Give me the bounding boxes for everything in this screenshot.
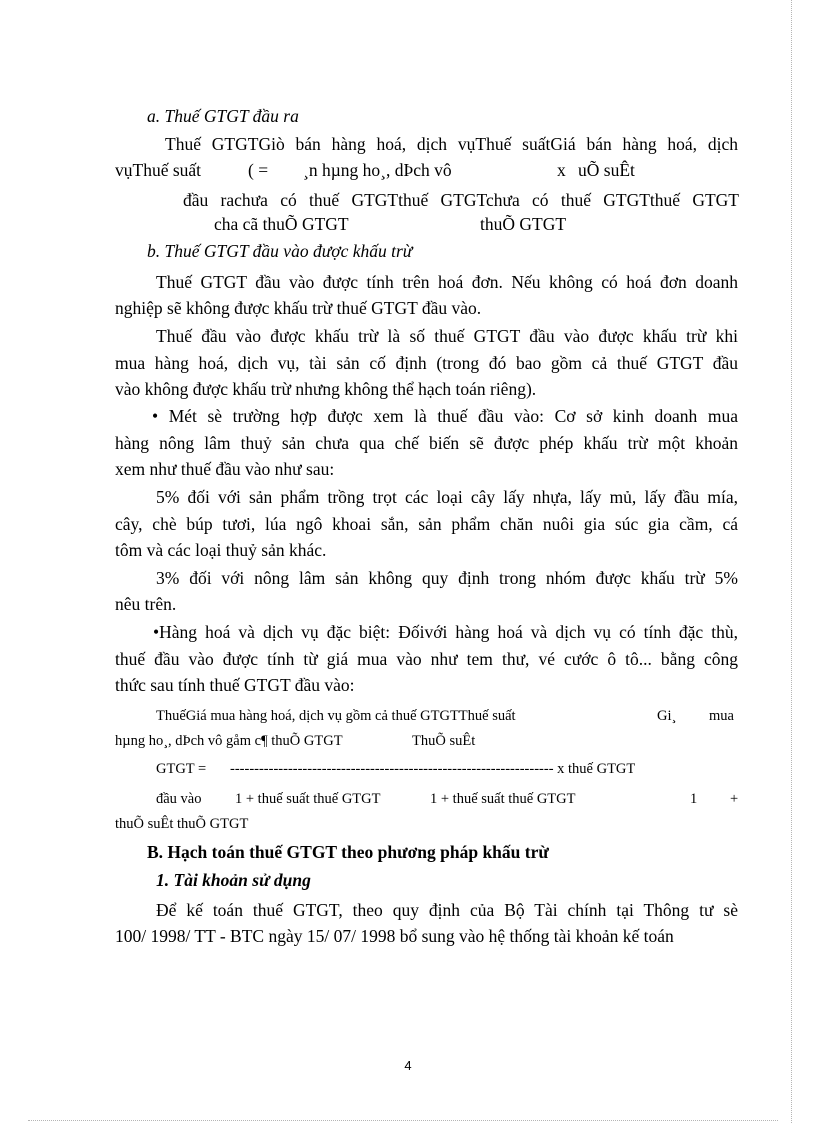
formula-fraction-bar: ------------------------------------------------------------------- x thuế GTGT xyxy=(230,761,636,777)
formula-fragment: uÕ suÊt xyxy=(578,160,635,180)
formula-multiply-sign: x xyxy=(557,160,566,180)
formula-fragment: thuÕ suÊt thuÕ GTGT xyxy=(115,816,249,832)
page-number: 4 xyxy=(404,1058,412,1073)
paragraph-line: 5% đối với sản phẩm trồng trọt các loại cây lấy nhựa, lấy mủ, lấy đầu mía, xyxy=(156,487,738,507)
paragraph-line: nghiệp sẽ không được khấu trừ thuế GTGT đầu vào. xyxy=(115,298,482,318)
paragraph-line: xem như thuế đầu vào như sau: xyxy=(115,459,335,479)
paragraph-line: Thuế GTGTGiò bán hàng hoá, dịch vụThuế suấtGiá bán hàng hoá, dịch xyxy=(165,134,738,154)
paragraph-line: vụThuế suất xyxy=(115,160,202,180)
subsection-heading: 1. Tài khoản sử dụng xyxy=(156,870,311,890)
paragraph-line: Thuế GTGT đầu vào được tính trên hoá đơn. Nếu không có hoá đơn doanh xyxy=(156,272,738,292)
paragraph-line: 3% đối với nông lâm sản không quy định trong nhóm được khấu trừ 5% xyxy=(156,568,738,588)
formula-fragment: ThuÕ suÊt xyxy=(412,733,476,749)
formula-line: đầu rachưa có thuế GTGTthuế GTGTchưa có thuế GTGTthuế GTGT xyxy=(183,190,739,210)
heading-output-vat: a. Thuế GTGT đầu ra xyxy=(147,106,299,126)
formula-fragment: hµng ho¸, dÞch vô gåm c¶ thuÕ GTGT xyxy=(115,733,343,749)
section-heading-b: B. Hạch toán thuế GTGT theo phương pháp khấu trừ xyxy=(147,842,549,862)
paragraph-line: hàng nông lâm thuỷ sản chưa qua chế biến sẽ được phép khấu trừ một khoản xyxy=(115,433,738,453)
formula-fragment: cha cã thuÕ GTGT xyxy=(214,214,349,234)
formula-fragment: ( = xyxy=(248,160,269,180)
paragraph-line: Thuế đầu vào được khấu trừ là số thuế GTGT đầu vào được khấu trừ khi xyxy=(156,326,738,346)
formula-fragment: thuÕ GTGT xyxy=(480,214,567,234)
paragraph-line: Để kế toán thuế GTGT, theo quy định của Bộ Tài chính tại Thông tư sè xyxy=(156,900,738,920)
formula-lhs: GTGT = xyxy=(156,761,207,777)
bullet-paragraph-line: • Mét sè trường hợp được xem là thuế đầu vào: Cơ sở kinh doanh mua xyxy=(152,406,738,426)
formula-denominator: 1 + thuế suất thuế GTGT xyxy=(235,791,381,807)
formula-fragment: 1 xyxy=(690,791,698,807)
formula-fragment: Gi¸ xyxy=(657,708,677,724)
formula-fragment: mua xyxy=(709,708,734,724)
bullet-paragraph-line: •Hàng hoá và dịch vụ đặc biệt: Đốivới hàng hoá và dịch vụ có tính đặc thù, xyxy=(153,622,738,642)
formula-fragment: + xyxy=(730,791,739,807)
paragraph-line: thức sau tính thuế GTGT đầu vào: xyxy=(115,675,355,695)
formula-fragment: đầu vào xyxy=(156,791,202,807)
heading-input-vat: b. Thuế GTGT đầu vào được khấu trừ xyxy=(147,241,413,261)
formula-fragment: ¸n hµng ho¸, dÞch vô xyxy=(303,160,452,180)
paragraph-line: thuế đầu vào được tính từ giá mua vào như tem thư, vé cước ô tô... bằng công xyxy=(115,649,738,669)
page-border-bottom xyxy=(28,1120,778,1121)
paragraph-line: mua hàng hoá, dịch vụ, tài sản cố định (trong đó bao gồm cả thuế GTGT đầu xyxy=(115,353,738,373)
page-border-right xyxy=(791,0,792,1123)
paragraph-line: vào không được khấu trừ nhưng không thể hạch toán riêng). xyxy=(115,379,537,399)
paragraph-line: cây, chè búp tươi, lúa ngô khoai sắn, sản phẩm chăn nuôi gia súc gia cầm, cá xyxy=(115,514,738,534)
paragraph-line: tôm và các loại thuỷ sản khác. xyxy=(115,540,327,560)
paragraph-line: 100/ 1998/ TT - BTC ngày 15/ 07/ 1998 bổ sung vào hệ thống tài khoản kế toán xyxy=(115,926,674,946)
formula-fragment: ThuếGiá mua hàng hoá, dịch vụ gồm cả thuế GTGTThuế suất xyxy=(156,708,516,724)
paragraph-line: nêu trên. xyxy=(115,594,177,614)
formula-denominator: 1 + thuế suất thuế GTGT xyxy=(430,791,576,807)
